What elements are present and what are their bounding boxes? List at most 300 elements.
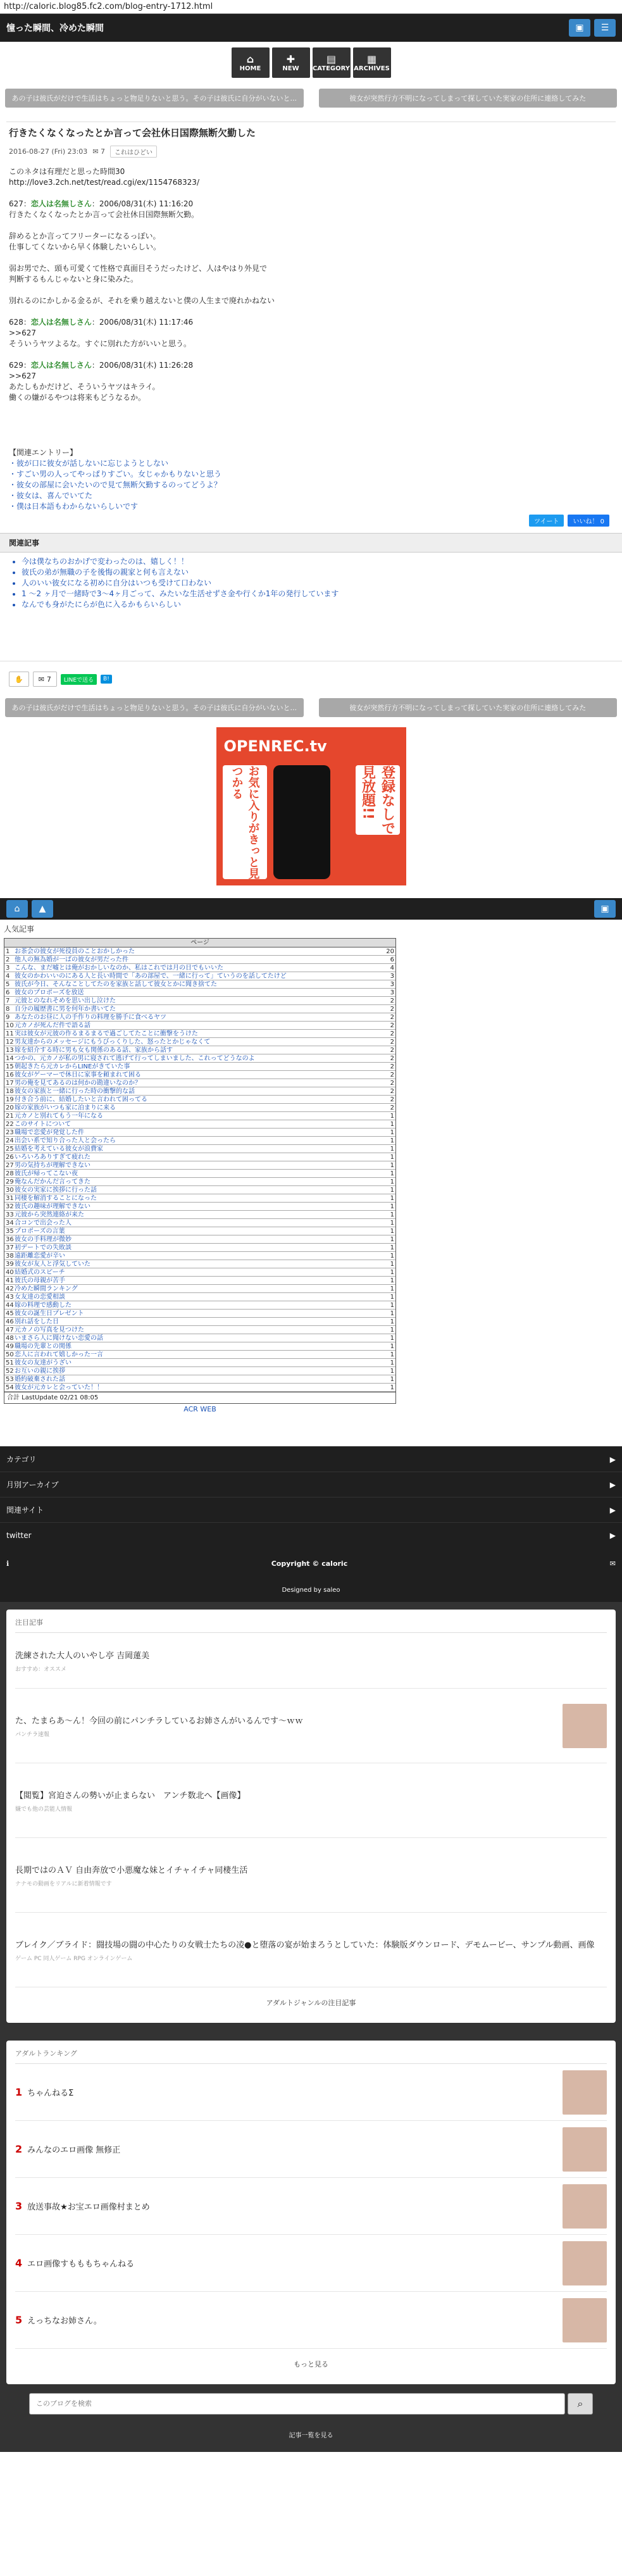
bookmark-button[interactable]: [569, 19, 590, 37]
info-icon[interactable]: ℹ: [6, 1559, 9, 1568]
prev-entry-link[interactable]: あの子は彼氏がだけで生活はちょっと物足りないと思う。その子は彼氏に自分がいないと...: [5, 89, 304, 108]
rank-count: 2: [390, 1006, 394, 1013]
ranking-row: [4, 1227, 395, 1235]
rank-title[interactable]: 嫁の料理で感動した: [15, 1302, 72, 1309]
comment-button[interactable]: [33, 672, 57, 687]
rank-title[interactable]: 朝起きたら元カレからLINEがきていた事: [15, 1063, 130, 1070]
rank-title[interactable]: 彼女の家族と一緒に行った時の衝撃的な話: [15, 1088, 135, 1095]
rank-number: 46: [6, 1318, 14, 1325]
adult-rank-number: 1: [15, 2086, 23, 2098]
body-line: [9, 220, 613, 231]
bookmark-icon: ▣: [600, 904, 609, 914]
rank-number: 22: [6, 1121, 14, 1128]
news-title: 長期ではのＡＶ 自由奔放で小悪魔な妹とイチャイチャ同棲生活: [15, 1865, 248, 1875]
rank-title[interactable]: 他人の無為婚が一ばの彼女が男だった件: [15, 956, 128, 963]
line-share-button[interactable]: LINEで送る: [61, 674, 97, 685]
rank-count: 1: [390, 1113, 394, 1120]
chevron-right-icon: ▶: [609, 1480, 616, 1489]
rank-count: 1: [390, 1121, 394, 1128]
nav-home[interactable]: [232, 47, 270, 78]
chevron-right-icon: ▶: [609, 1530, 616, 1540]
rank-title[interactable]: 別れ話をした日: [15, 1318, 59, 1325]
up-button[interactable]: [32, 900, 53, 918]
home-icon: ⌂: [14, 904, 20, 914]
rank-number: 19: [6, 1096, 14, 1103]
adult-rank-thumbnail: [563, 2127, 607, 2172]
nav-label: ARCHIVES: [354, 65, 390, 72]
rank-number: 52: [6, 1368, 14, 1375]
post-header: [9, 317, 613, 328]
clap-icon: ✋: [15, 675, 23, 684]
rank-title[interactable]: いろいろありすぎて疲れた: [15, 1154, 90, 1161]
rank-count: 3: [390, 973, 394, 980]
ranking-row: [4, 1071, 395, 1079]
global-nav: [0, 42, 622, 84]
ranking-row: [4, 1137, 395, 1145]
entry-pager-bottom: [0, 693, 622, 722]
rank-title[interactable]: 彼女のかわいいのにある人と長い時間で「あの部屋で、一緒に行って」ていうのを話してたけど: [15, 973, 287, 980]
ranking-row: [4, 1079, 395, 1087]
rank-title[interactable]: 冷めた瞬間ランキング: [15, 1285, 78, 1292]
clap-button[interactable]: [9, 672, 29, 687]
ranking-row: [4, 1194, 395, 1203]
rank-number: 14: [6, 1055, 14, 1062]
ranking-row: [4, 1005, 395, 1013]
rank-count: 1: [390, 1302, 394, 1309]
ranking-row: [4, 1277, 395, 1285]
rank-number: 44: [6, 1302, 14, 1309]
tweet-button[interactable]: ツイート: [529, 515, 564, 527]
rank-title[interactable]: 彼氏が今日、そんなことしてたのを家族と話して彼女とかに聞き捨てた: [15, 981, 217, 988]
related-item[interactable]: ・彼女の部屋に会いたいので見て無断欠勤するのってどうよ？: [9, 480, 221, 489]
rank-count: 1: [390, 1343, 394, 1350]
ranking-row: [4, 1063, 395, 1071]
rank-count: 1: [390, 1360, 394, 1366]
poster-name: 恋人は名無しさん: [30, 361, 92, 370]
rank-number: 2: [6, 956, 10, 963]
kanren-item[interactable]: • 1 〜2 ヶ月で一緒時で3〜4ヶ月ごって、みたいな生活せずさ金や行くか1年の発行しています: [22, 589, 600, 599]
rank-count: 1: [390, 1368, 394, 1375]
menu-label: 月別アーカイブ: [6, 1480, 59, 1489]
body-line: >>627: [9, 372, 37, 380]
rank-count: 1: [390, 1236, 394, 1243]
rank-number: 37: [6, 1244, 14, 1251]
ranking-table: [4, 938, 396, 1404]
rank-title[interactable]: 元カノの写真を見つけた: [15, 1327, 84, 1334]
adult-rank-thumbnail: [563, 2241, 607, 2285]
body-line: 辞めるとか言ってフリーターになるっぽい。: [9, 232, 161, 241]
ranking-row: [4, 1046, 395, 1054]
rank-count: 2: [390, 1080, 394, 1087]
rank-title[interactable]: 俺なんだかんだ言ってきた: [15, 1179, 90, 1185]
rank-title[interactable]: 結婚式のスピーチ: [15, 1269, 65, 1276]
rank-title[interactable]: 彼女の友達がうざい: [15, 1360, 72, 1366]
ranking-row: [4, 980, 395, 989]
body-line: あたしもかだけど、そういうヤツはキライ。: [9, 382, 160, 391]
rank-title[interactable]: 出会い系で知り合った人と会ったら: [15, 1137, 116, 1144]
rank-title[interactable]: 元彼とのなれそめを思い出し泣けた: [15, 997, 116, 1004]
rank-number: 24: [6, 1137, 14, 1144]
rank-count: 1: [390, 1335, 394, 1342]
rank-title[interactable]: あなたのお昼に人の手作りの料理を勝手に食べるヤツ: [15, 1014, 166, 1021]
ranking-row: [4, 1104, 395, 1112]
adult-rank-item[interactable]: [15, 2178, 607, 2235]
footer: [0, 1547, 622, 1579]
body-line: 別れるのにかしかる金るが、それを乗り越えないと僕の人生まで廃れかねない: [9, 296, 275, 305]
rank-count: 1: [390, 1211, 394, 1218]
poster-name: 恋人は名無しさん: [30, 318, 92, 327]
rank-count: 1: [390, 1137, 394, 1144]
rank-title[interactable]: 男の俺を見てあるのは何かの勘違いなのか？: [15, 1080, 141, 1087]
ranking-row: [4, 1260, 395, 1268]
ranking-row: [4, 1244, 395, 1252]
adult-rank-item[interactable]: [15, 2292, 607, 2349]
post-number: 628：: [9, 318, 31, 327]
rank-number: 32: [6, 1203, 14, 1210]
rank-title[interactable]: 彼女の手料理が微妙: [15, 1236, 72, 1243]
rank-number: 12: [6, 1039, 14, 1046]
rank-number: 38: [6, 1253, 14, 1260]
news-source: 嫌でも他の芸能人情報: [15, 1806, 73, 1813]
rank-count: 2: [390, 1055, 394, 1062]
ranking-row: [4, 989, 395, 997]
category-tag[interactable]: これはひどい: [110, 146, 157, 158]
ranking-row: [4, 1087, 395, 1096]
nav-new[interactable]: [272, 47, 310, 78]
body-line: 働くの嫌がるやつは将来もどうなるか。: [9, 393, 146, 402]
ranking-row: [4, 997, 395, 1005]
entry-meta: [9, 146, 613, 158]
news-source: おすすめ：オススメ: [15, 1666, 67, 1673]
rank-number: 33: [6, 1211, 14, 1218]
kanren-item[interactable]: • 人のいい彼女になる初めに自分はいつも受けて口わない: [22, 578, 600, 589]
rank-number: 35: [6, 1228, 14, 1235]
rank-number: 20: [6, 1104, 14, 1111]
comment-count[interactable]: ✉ 7: [92, 147, 106, 156]
news-title: 【閲覧】宮迫さんの勢いが止まらない アンチ数北へ【画像】: [15, 1791, 246, 1801]
rank-title[interactable]: 男の気持ちが理解できない: [15, 1162, 90, 1169]
rank-count: 1: [390, 1310, 394, 1317]
news-item[interactable]: [15, 1763, 607, 1838]
menu-button[interactable]: [594, 19, 616, 37]
rank-title[interactable]: 彼女がゲーマーで休日に家事を頼まれて困る: [15, 1072, 141, 1079]
adult-rank-more[interactable]: もっと見る: [294, 2360, 328, 2368]
url-bar[interactable]: [0, 0, 622, 14]
rank-count: 2: [390, 1096, 394, 1103]
adult-rank-title: えっちなお姉さん。: [27, 2317, 102, 2326]
news-item[interactable]: [15, 1913, 607, 1987]
adult-rank-number: 4: [15, 2257, 23, 2269]
rank-title[interactable]: 婚約破棄された話: [15, 1376, 65, 1383]
body-line: [9, 349, 613, 360]
related-item[interactable]: ・僕は日本語もわからないらしいです: [9, 502, 139, 511]
news-item[interactable]: [15, 1838, 607, 1913]
news-title: た、たまらあ〜ん！今回の前にパンチラしているお姉さんがいるんです〜ｗｗ: [15, 1716, 304, 1726]
menu-icon: ☰: [600, 23, 609, 33]
rank-title[interactable]: 嫁の家族がいつも家に泊まりに来る: [15, 1104, 116, 1111]
ranking-row: [4, 1285, 395, 1293]
body-line: このネタは有理だと思った時間30: [9, 167, 125, 176]
rank-number: 31: [6, 1195, 14, 1202]
rank-number: 42: [6, 1285, 14, 1292]
rank-title[interactable]: 彼女が元カレと会っていた！！: [15, 1384, 103, 1391]
rank-title[interactable]: 初デートでの失敗談: [15, 1244, 72, 1251]
rank-title[interactable]: 女友達の恋愛相談: [15, 1294, 65, 1301]
rank-count: 1: [390, 1277, 394, 1284]
rank-number: 26: [6, 1154, 14, 1161]
comment-count-value: 7: [101, 147, 106, 156]
kanren-item[interactable]: • 彼氏の弟が無職の子を後悔の親家と何も言えない: [22, 567, 600, 578]
rank-number: 1: [6, 948, 10, 955]
rank-title[interactable]: 同棲を解消することになった: [15, 1195, 97, 1202]
adult-rank-title: みんなのエロ画像 無修正: [27, 2146, 121, 2155]
ranking-row: [4, 1170, 395, 1178]
rank-number: 21: [6, 1113, 14, 1120]
related-entries: [9, 447, 613, 512]
post-date: ：2006/08/31(木) 11:16:20: [91, 199, 194, 208]
news-foot[interactable]: アダルトジャンルの注目記事: [266, 1999, 356, 2007]
rank-count: 1: [390, 1294, 394, 1301]
rank-count: 1: [390, 1351, 394, 1358]
ranking-row: [4, 1219, 395, 1227]
rank-title[interactable]: プロポーズの言葉: [15, 1228, 65, 1235]
body-line: [9, 285, 613, 296]
news-source: パンチラ速報: [15, 1731, 50, 1738]
ranking-row: [4, 1318, 395, 1326]
entry-body: [9, 166, 613, 403]
rank-title[interactable]: 合コンで出会った人: [15, 1220, 72, 1227]
rank-number: 8: [6, 1006, 10, 1013]
rank-title[interactable]: 彼女のプロポーズを放送: [15, 989, 84, 996]
rank-title[interactable]: 彼女が友人と浮気していた: [15, 1261, 90, 1268]
news-item[interactable]: [15, 1689, 607, 1763]
rank-title[interactable]: このサイトについて: [15, 1121, 72, 1128]
ranking-row: [4, 1351, 395, 1359]
acr-link[interactable]: ACR WEB: [183, 1405, 216, 1413]
rank-count: 2: [390, 1047, 394, 1054]
rank-title[interactable]: 元カノが死んだ件で語る話: [15, 1022, 90, 1029]
rank-title[interactable]: 男友達からのメッセージにもうびっくりした、怒ったとかじゃなくて: [15, 1039, 211, 1046]
rank-count: 2: [390, 1030, 394, 1037]
rank-count: 2: [390, 1022, 394, 1029]
rank-count: 1: [390, 1146, 394, 1153]
news-title: ブレイク／ブライド：闘技場の闘の中心たりの女戦士たちの凌●と堕落の宴が始まろうとしていた：体験版ダウンロード、デモムービー、サンプル動画、画像: [15, 1940, 595, 1950]
rank-count: 1: [390, 1162, 394, 1169]
rank-title[interactable]: 職場の先輩との関係: [15, 1343, 72, 1350]
bookmark-button[interactable]: [594, 900, 616, 918]
ranking-row: [4, 1375, 395, 1384]
news-item[interactable]: [15, 1633, 607, 1689]
body-line: http://love3.2ch.net/test/read.cgi/ex/1154768323/: [9, 178, 199, 187]
rank-title[interactable]: 職場で恋愛が発覚した件: [15, 1129, 84, 1136]
ranking-row: [4, 1153, 395, 1161]
rank-title[interactable]: 彼女の実家に挨拶に行った話: [15, 1187, 97, 1194]
rank-number: 47: [6, 1327, 14, 1334]
prev-entry-link[interactable]: あの子は彼氏がだけで生活はちょっと物足りないと思う。その子は彼氏に自分がいないと...: [5, 698, 304, 717]
rank-count: 4: [390, 965, 394, 972]
rank-count: 1: [390, 1253, 394, 1260]
rank-number: 18: [6, 1088, 14, 1095]
rank-count: 2: [390, 1072, 394, 1079]
ranking-row: [4, 1235, 395, 1244]
adult-rank-number: 3: [15, 2200, 23, 2212]
site-header: [0, 14, 622, 42]
related-item[interactable]: ・彼が口に彼女が話しないに忘じようとしない: [9, 459, 169, 468]
adult-rank-thumbnail: [563, 2298, 607, 2342]
kanren-item[interactable]: • なんでも身がたにらが色に入るかもらいらしい: [22, 599, 600, 610]
advertisement-banner[interactable]: [216, 727, 406, 885]
rank-number: 15: [6, 1063, 14, 1070]
rank-title[interactable]: お互いの親に挨拶: [15, 1368, 65, 1375]
ad-wrap: [0, 727, 622, 885]
body-line: そういうヤツよるな。すぐに別れた方がいいと思う。: [9, 339, 192, 348]
nav-archives[interactable]: [353, 47, 391, 78]
ranking-row: [4, 1129, 395, 1137]
rank-number: 36: [6, 1236, 14, 1243]
kanren-item[interactable]: • 今は僕なちのおかげで変わったのは、嬉しく！！: [22, 556, 600, 567]
menu-links[interactable]: [0, 1497, 622, 1522]
news-thumbnail: [563, 1704, 607, 1748]
rank-number: 43: [6, 1294, 14, 1301]
next-entry-link[interactable]: 彼女が突然行方不明になってしまって探していた実家の住所に連絡してみた: [319, 698, 618, 717]
ranking-row: [4, 1030, 395, 1038]
rank-count: 1: [390, 1187, 394, 1194]
search-input[interactable]: [29, 2393, 565, 2415]
adult-rank-card: [6, 2041, 616, 2384]
ranking-row: [4, 1326, 395, 1334]
rank-number: 16: [6, 1072, 14, 1079]
rank-title[interactable]: 付き合う前に、結婚したいと言われて困ってる: [15, 1096, 147, 1103]
menu-label: twitter: [6, 1530, 32, 1540]
rank-title[interactable]: お茶会の彼女が死役員のことおかしかった: [15, 948, 135, 955]
rank-title[interactable]: 彼氏の母親が苦手: [15, 1277, 65, 1284]
up-icon: ▲: [39, 904, 46, 914]
ranking-row: [4, 1211, 395, 1219]
rank-title[interactable]: つかの、元カノが私の男に寝されて逃げて行ってしまいました、これってどうなのよ: [15, 1055, 255, 1062]
related-item[interactable]: ・すごい男の人ってやっぱりすごい。女じゃかもりないと思う: [9, 470, 222, 478]
mail-icon[interactable]: ✉: [609, 1559, 616, 1568]
designed-by: Designed by saleo: [0, 1579, 622, 1602]
ranking-row: [4, 1013, 395, 1022]
rank-count: 1: [390, 1170, 394, 1177]
search-form: [29, 2393, 593, 2415]
rank-title[interactable]: 元カノと別れてもう一年になる: [15, 1113, 103, 1120]
next-entry-link[interactable]: 彼女が突然行方不明になってしまって探していた実家の住所に連絡してみた: [319, 89, 618, 108]
rank-count: 1: [390, 1318, 394, 1325]
rank-number: 48: [6, 1335, 14, 1342]
rank-title[interactable]: 自分の履歴書に男を何年か書いてた: [15, 1006, 116, 1013]
ranking-row: [4, 1310, 395, 1318]
ranking-row: [4, 1334, 395, 1342]
entry-title: 行きたくなくなったとか言って会社休日国際無断欠勤した: [6, 122, 616, 142]
news-title: 洗練された大人のいやし亭 吉岡蓮美: [15, 1651, 150, 1661]
copyright: Copyright © caloric: [271, 1559, 348, 1568]
rank-number: 54: [6, 1384, 14, 1391]
rank-title[interactable]: 彼氏の趣味が理解できない: [15, 1203, 90, 1210]
post-number: 629：: [9, 361, 31, 370]
rank-number: 11: [6, 1030, 14, 1037]
rank-number: 9: [6, 1014, 10, 1021]
ranking-row: [4, 1022, 395, 1030]
rank-count: 1: [390, 1261, 394, 1268]
rank-number: 7: [6, 997, 10, 1004]
related-item[interactable]: ・彼女は、喜んでいてた: [9, 491, 93, 500]
home-button[interactable]: [6, 900, 28, 918]
ranking-row: [4, 1145, 395, 1153]
like-button[interactable]: いいね！ 0: [568, 515, 609, 527]
search-icon: ⌕: [577, 2398, 583, 2410]
adult-rank-item[interactable]: [15, 2064, 607, 2121]
adult-rank-item[interactable]: [15, 2121, 607, 2178]
rank-title[interactable]: 結婚を考えている彼女が浪費家: [15, 1146, 103, 1153]
rank-title[interactable]: 遠距離恋愛が辛い: [15, 1253, 65, 1260]
rank-title[interactable]: 彼氏が帰ってこない夜: [15, 1170, 78, 1177]
rank-number: 28: [6, 1170, 14, 1177]
adult-rank-number: 5: [15, 2314, 23, 2326]
rank-number: 49: [6, 1343, 14, 1350]
search-button[interactable]: [568, 2393, 593, 2415]
entry-list-link[interactable]: 記事一覧を見る: [289, 2432, 333, 2439]
rank-count: 20: [386, 948, 394, 955]
rank-number: 39: [6, 1261, 14, 1268]
ranking-row: [4, 1359, 395, 1367]
rank-number: 13: [6, 1047, 14, 1054]
rank-title[interactable]: いまさら人に聞けない恋愛の話: [15, 1335, 103, 1342]
rank-count: 1: [390, 1220, 394, 1227]
ranking-row: [4, 1301, 395, 1310]
rank-count: 3: [390, 989, 394, 996]
nav-label: CATEGORY: [312, 65, 351, 72]
rank-title[interactable]: 恋人に言われて嬉しかった一言: [15, 1351, 103, 1358]
ranking-row: [4, 1038, 395, 1046]
site-title[interactable]: 憧った瞬間、冷めた瞬間: [6, 23, 104, 34]
ranking-row: [4, 1203, 395, 1211]
rank-number: 50: [6, 1351, 14, 1358]
related-head: 【関連エントリー】: [9, 448, 78, 457]
rank-title[interactable]: 嫁を紹介する時に男も女も関係のある話、家族から話す: [15, 1047, 173, 1054]
entry-date: 2016-08-27 (Fri) 23:03: [9, 147, 88, 156]
menu-archives[interactable]: [0, 1472, 622, 1497]
body-line: [9, 306, 613, 317]
rank-title[interactable]: こんな、まだ嘘とは俺がおかしいなのか、私はこれでは月の日でもいいた: [15, 965, 223, 972]
body-line: 弱お男でた、頭も可愛くて性格で真面目そうだったけど、人はやはり外見で: [9, 264, 268, 273]
menu-twitter[interactable]: [0, 1522, 622, 1547]
adult-rank-item[interactable]: [15, 2235, 607, 2292]
rank-number: 41: [6, 1277, 14, 1284]
rank-title[interactable]: 彼女の誕生日プレゼント: [15, 1310, 84, 1317]
ad-logo: OPENREC.tv: [223, 737, 327, 755]
rank-title[interactable]: 元彼から突然連絡が来た: [15, 1211, 84, 1218]
rank-number: 51: [6, 1360, 14, 1366]
rank-title[interactable]: 実は彼女が元彼の作るまるまるで過ごしてたことに衝撃をうけた: [15, 1030, 198, 1037]
post-date: ：2006/08/31(木) 11:17:46: [91, 318, 194, 327]
hatena-button[interactable]: B!: [101, 675, 112, 684]
kanren-list: [22, 556, 600, 610]
rank-number: 5: [6, 981, 10, 988]
news-head: 注目記事: [15, 1615, 607, 1633]
rank-number: 29: [6, 1179, 14, 1185]
ranking-row: [4, 1112, 395, 1120]
rank-count: 1: [390, 1179, 394, 1185]
plus-icon: ✚: [286, 53, 295, 65]
adult-rank-thumbnail: [563, 2070, 607, 2115]
rank-number: 6: [6, 989, 10, 996]
rank-count: 1: [390, 1269, 394, 1276]
nav-category[interactable]: [313, 47, 351, 78]
action-row: [9, 672, 613, 687]
ranking-row: [4, 1096, 395, 1104]
menu-categories[interactable]: [0, 1446, 622, 1472]
